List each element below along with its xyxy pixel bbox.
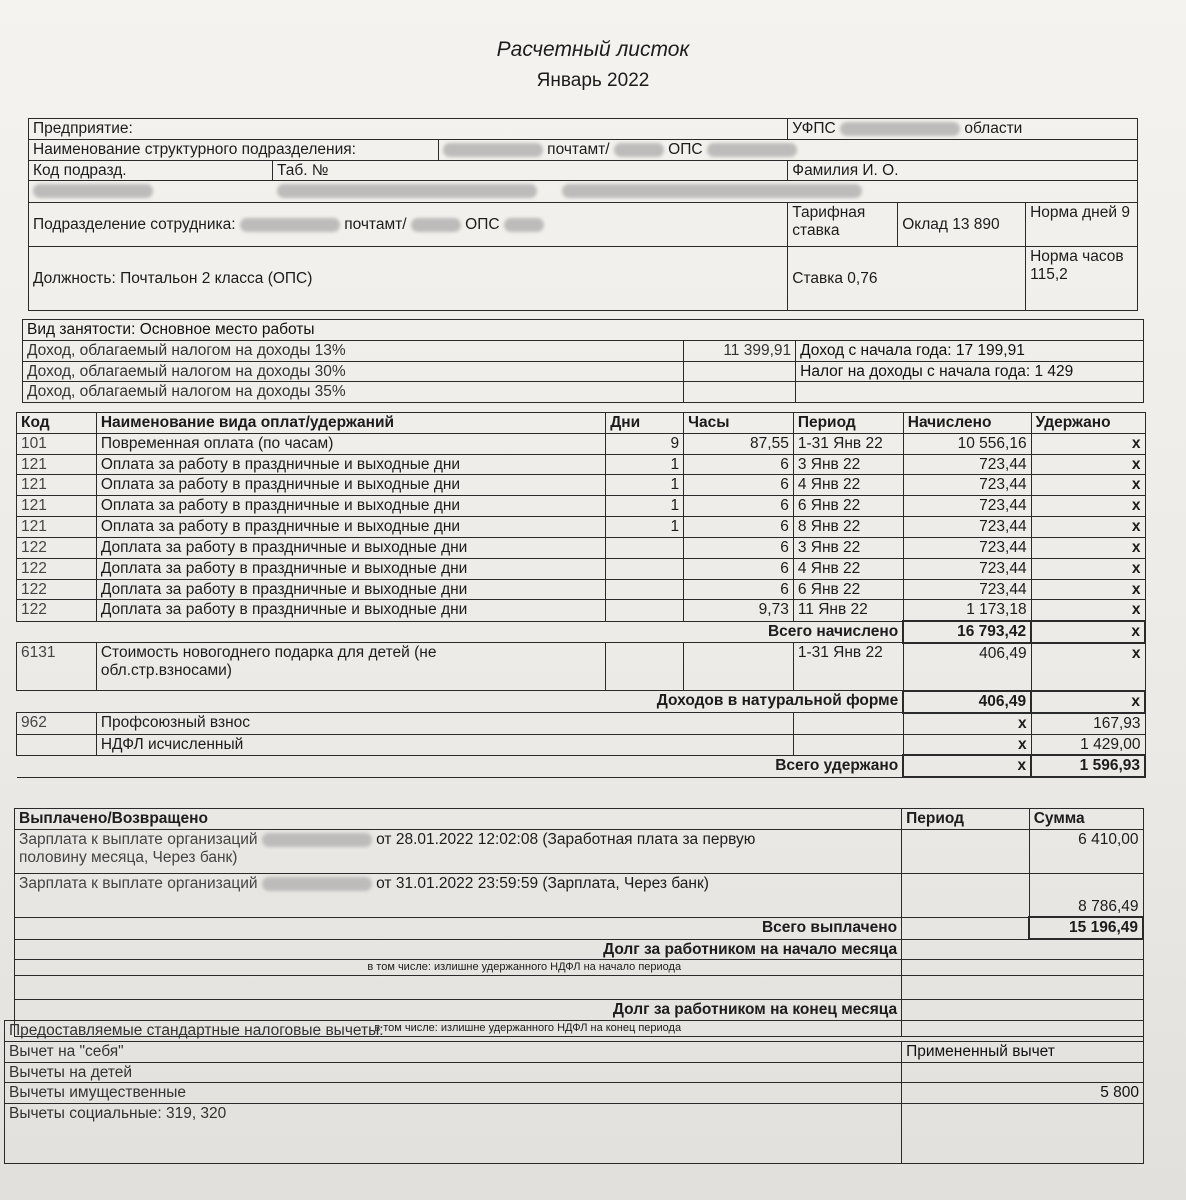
accrual-period: 11 Янв 22 xyxy=(793,600,903,621)
payout-value: 6 410,00 xyxy=(1029,829,1143,873)
enterprise-label: Предприятие: xyxy=(29,119,788,140)
accrual-hours: 6 xyxy=(684,496,794,517)
period-header: Период xyxy=(902,809,1030,830)
total-withheld-label: Всего удержано xyxy=(17,755,904,777)
accrual-row xyxy=(17,454,1146,475)
income13-label: Доход, облагаемый налогом на доходы 13% xyxy=(23,340,684,361)
accrual-period: 4 Янв 22 xyxy=(793,475,903,496)
col-withheld: Удержано xyxy=(1031,413,1145,434)
accrual-accrued: 723,44 xyxy=(903,517,1031,538)
accrual-days: 1 xyxy=(606,454,684,475)
redacted-region xyxy=(443,143,543,157)
payout-value: 8 786,49 xyxy=(1029,873,1143,917)
tax-deductions-label: Предоставляемые стандартные налоговые вычеты: xyxy=(5,1021,1144,1042)
accrual-code: 121 xyxy=(17,454,97,475)
accrual-row xyxy=(17,600,1146,621)
deduction-name: НДФЛ исчисленный xyxy=(96,734,793,755)
accrual-hours: 87,55 xyxy=(684,433,794,454)
accrual-accrued: 723,44 xyxy=(903,558,1031,579)
accrual-code: 122 xyxy=(17,600,97,621)
deduction-value: 167,93 xyxy=(1031,713,1145,734)
debt-start-note: в том числе: излишне удержанного НДФЛ на начало периода xyxy=(15,960,902,976)
accrual-accrued: 1 173,18 xyxy=(903,600,1031,621)
accrual-name: Повременная оплата (по часам) xyxy=(96,433,605,454)
accrual-accrued: 723,44 xyxy=(903,579,1031,600)
total-accrued-x: x xyxy=(1031,621,1145,643)
accruals-header xyxy=(17,413,1146,434)
total-withheld-x: x xyxy=(903,755,1031,777)
total-accrued-label: Всего начислено xyxy=(17,621,904,643)
income-table xyxy=(22,319,1144,403)
accrual-withheld: x xyxy=(1031,600,1145,621)
col-period: Период xyxy=(793,413,903,434)
accrual-accrued: 723,44 xyxy=(903,475,1031,496)
accrual-name: Оплата за работу в праздничные и выходные дни xyxy=(96,496,605,517)
deduction-property: Вычеты имущественные xyxy=(5,1083,902,1104)
ytd-income: Доход с начала года: 17 199,91 xyxy=(796,340,1144,361)
col-hours: Часы xyxy=(684,413,794,434)
accrual-code: 121 xyxy=(17,475,97,496)
accrual-code: 121 xyxy=(17,517,97,538)
accrual-hours: 6 xyxy=(684,558,794,579)
accrual-name: Доплата за работу в праздничные и выходные дни xyxy=(96,579,605,600)
accrual-period: 1-31 Янв 22 xyxy=(793,433,903,454)
accrual-days: 9 xyxy=(606,433,684,454)
debt-end-label: Долг за работником на конец месяца xyxy=(15,1000,902,1021)
redacted-region xyxy=(277,184,537,198)
enterprise-value: УФПС области xyxy=(788,119,1138,140)
accrual-hours: 6 xyxy=(684,579,794,600)
redacted-region xyxy=(33,184,153,198)
accrual-code: 101 xyxy=(17,433,97,454)
accrual-period: 3 Янв 22 xyxy=(793,454,903,475)
employment-type: Вид занятости: Основное место работы xyxy=(23,320,1144,341)
redacted-region xyxy=(240,218,340,232)
accrual-code: 121 xyxy=(17,496,97,517)
accrual-name: Оплата за работу в праздничные и выходные дни xyxy=(96,475,605,496)
deduction-social: Вычеты социальные: 319, 320 xyxy=(5,1104,902,1164)
accrual-withheld: x xyxy=(1031,517,1145,538)
ytd-tax: Налог на доходы с начала года: 1 429 xyxy=(796,361,1144,382)
accrual-days xyxy=(606,537,684,558)
division-value: почтамт/ ОПС xyxy=(438,139,1137,160)
accrual-hours: 6 xyxy=(684,475,794,496)
name-label: Фамилия И. О. xyxy=(788,160,1138,181)
accrual-row xyxy=(17,558,1146,579)
payout-row: Зарплата к выплате организаций от 28.01.2022 12:02:08 (Заработная плата за первую половину месяца, Через банк) xyxy=(15,829,902,873)
deduction-code: 962 xyxy=(17,713,97,734)
accrual-withheld: x xyxy=(1031,496,1145,517)
gift-x: x xyxy=(1031,643,1145,691)
accrual-withheld: x xyxy=(1031,537,1145,558)
deduction-self: Вычет на "себя" xyxy=(5,1041,902,1062)
accrual-accrued: 723,44 xyxy=(903,496,1031,517)
norm-days: Норма дней 9 xyxy=(1026,203,1138,247)
payouts-section-label: Выплачено/Возвращено xyxy=(15,809,902,830)
redacted-region xyxy=(262,877,372,891)
total-withheld-value: 1 596,93 xyxy=(1031,755,1145,777)
accrual-hours: 6 xyxy=(684,517,794,538)
accrual-row xyxy=(17,496,1146,517)
property-value: 5 800 xyxy=(902,1083,1144,1104)
redacted-region xyxy=(562,184,862,198)
gift-code: 6131 xyxy=(17,643,97,691)
income13-value: 11 399,91 xyxy=(684,340,796,361)
total-paid-label: Всего выплачено xyxy=(15,917,902,939)
accrual-withheld: x xyxy=(1031,454,1145,475)
document-month: Январь 2022 xyxy=(536,70,650,91)
accrual-withheld: x xyxy=(1031,579,1145,600)
accrual-name: Оплата за работу в праздничные и выходные дни xyxy=(96,454,605,475)
norm-hours: Норма часов 115,2 xyxy=(1026,247,1138,311)
tax-deductions-table xyxy=(4,1020,1144,1164)
document-title: Расчетный листок xyxy=(496,38,690,61)
col-accrued: Начислено xyxy=(903,413,1031,434)
salary: Оклад 13 890 xyxy=(898,203,1026,247)
accrual-code: 122 xyxy=(17,558,97,579)
accrual-name: Доплата за работу в праздничные и выходные дни xyxy=(96,537,605,558)
accrual-withheld: x xyxy=(1031,475,1145,496)
sum-header: Сумма xyxy=(1029,809,1143,830)
deduction-name: Профсоюзный взнос xyxy=(96,713,793,734)
gift-accrued: 406,49 xyxy=(903,643,1031,691)
payouts-table xyxy=(14,808,1144,1037)
income35-label: Доход, облагаемый налогом на доходы 35% xyxy=(23,382,684,403)
accrual-withheld: x xyxy=(1031,433,1145,454)
redacted-region xyxy=(840,122,960,136)
accrual-days: 1 xyxy=(606,475,684,496)
deduction-children: Вычеты на детей xyxy=(5,1062,902,1083)
accrual-name: Доплата за работу в праздничные и выходные дни xyxy=(96,600,605,621)
accrual-name: Оплата за работу в праздничные и выходные дни xyxy=(96,517,605,538)
accrual-withheld: x xyxy=(1031,558,1145,579)
tab-label: Таб. № xyxy=(272,160,787,181)
accrual-code: 122 xyxy=(17,537,97,558)
accrual-hours: 6 xyxy=(684,537,794,558)
natural-value: 406,49 xyxy=(903,691,1031,713)
gift-name: Стоимость новогоднего подарка для детей (не обл.стр.взносами) xyxy=(96,643,605,691)
applied-deduction: Примененный вычет xyxy=(902,1041,1144,1062)
payout-row: Зарплата к выплате организаций от 31.01.2022 23:59:59 (Зарплата, Через банк) xyxy=(15,873,902,917)
deduction-x: x xyxy=(903,734,1031,755)
accrual-accrued: 723,44 xyxy=(903,454,1031,475)
debt-start-label: Долг за работником на начало месяца xyxy=(15,939,902,960)
redacted-region xyxy=(504,218,544,232)
accrual-hours: 6 xyxy=(684,454,794,475)
accrual-days xyxy=(606,600,684,621)
col-code: Код xyxy=(17,413,97,434)
code-label: Код подразд. xyxy=(29,160,273,181)
accrual-period: 6 Янв 22 xyxy=(793,496,903,517)
tariff-label: Тарифная ставка xyxy=(788,203,898,247)
accrual-accrued: 10 556,16 xyxy=(903,433,1031,454)
accrual-days xyxy=(606,558,684,579)
accrual-name: Доплата за работу в праздничные и выходные дни xyxy=(96,558,605,579)
redacted-region xyxy=(614,143,664,157)
position: Должность: Почтальон 2 класса (ОПС) xyxy=(29,247,788,311)
accrual-row xyxy=(17,517,1146,538)
division-label: Наименование структурного подразделения: xyxy=(29,139,439,160)
accrual-accrued: 723,44 xyxy=(903,537,1031,558)
header-table xyxy=(28,118,1138,311)
gift-period: 1-31 Янв 22 xyxy=(793,643,903,691)
accrual-period: 8 Янв 22 xyxy=(793,517,903,538)
redacted-region xyxy=(262,833,372,847)
accrual-code: 122 xyxy=(17,579,97,600)
redacted-row xyxy=(29,181,1138,203)
accrual-row xyxy=(17,433,1146,454)
deduction-value: 1 429,00 xyxy=(1031,734,1145,755)
accruals-table xyxy=(16,412,1146,778)
accrual-days: 1 xyxy=(606,496,684,517)
col-name: Наименование вида оплат/удержаний xyxy=(96,413,605,434)
natural-label: Доходов в натуральной форме xyxy=(17,691,904,713)
natural-x: x xyxy=(1031,691,1145,713)
accrual-row xyxy=(17,579,1146,600)
accrual-period: 6 Янв 22 xyxy=(793,579,903,600)
accrual-days xyxy=(606,579,684,600)
accrual-period: 4 Янв 22 xyxy=(793,558,903,579)
income30-label: Доход, облагаемый налогом на доходы 30% xyxy=(23,361,684,382)
accrual-row xyxy=(17,537,1146,558)
total-paid-value: 15 196,49 xyxy=(1029,917,1143,939)
col-days: Дни xyxy=(606,413,684,434)
rate: Ставка 0,76 xyxy=(788,247,1026,311)
employee-division: Подразделение сотрудника: почтамт/ ОПС xyxy=(29,203,788,247)
redacted-region xyxy=(411,218,461,232)
accrual-days: 1 xyxy=(606,517,684,538)
accrual-row xyxy=(17,475,1146,496)
redacted-region xyxy=(707,143,797,157)
accrual-hours: 9,73 xyxy=(684,600,794,621)
total-accrued-value: 16 793,42 xyxy=(903,621,1031,643)
debt-end-note: в том числе: излишне удержанного НДФЛ на конец периода xyxy=(15,1020,902,1036)
deduction-x: x xyxy=(903,713,1031,734)
accrual-period: 3 Янв 22 xyxy=(793,537,903,558)
